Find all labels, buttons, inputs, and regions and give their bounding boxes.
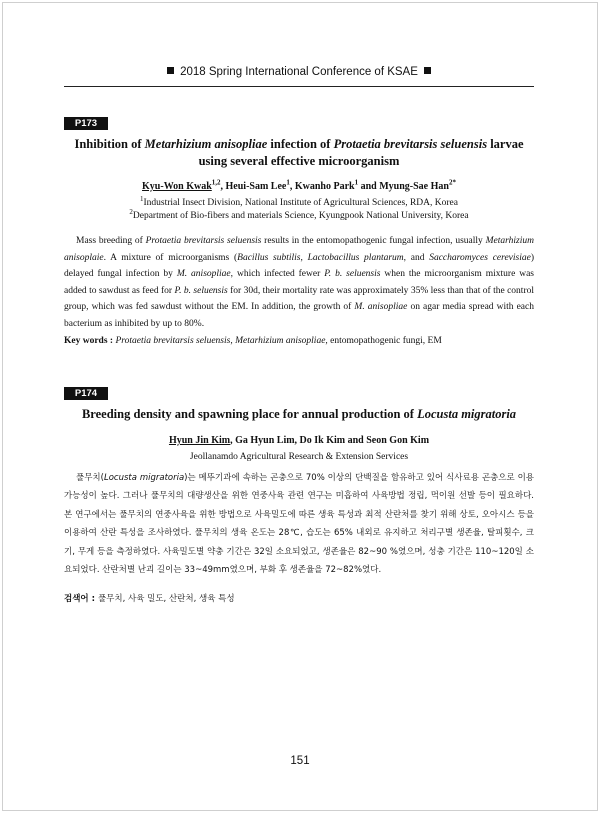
p174-keywords: 검색어 : 풀무치, 사육 밀도, 산란처, 생육 특성 <box>64 594 235 604</box>
p173-title: Inhibition of Metarhizium anisopliae infection of Protaetia brevitarsis seluensis larvae using several effective microorganism <box>74 137 524 168</box>
affiliation-1: $^1$Industrial Insect Division, National Institute of Agricultural Sciences, RDA, Korea <box>140 194 458 208</box>
poster-label-p174: P174 <box>64 387 108 400</box>
square-bullet-icon <box>424 67 431 74</box>
p174-affiliation: Jeollanamdo Agricultural Research & Extension Services <box>189 452 409 462</box>
keywords-label: Key words : <box>64 336 116 346</box>
p174-authors: Hyun Jin Kim, Ga Hyun Lim, Do Ik Kim and Seon Gon Kim <box>168 435 430 446</box>
conference-header <box>64 66 534 78</box>
presenting-author: Hyun Jin Kim <box>168 435 231 446</box>
square-bullet-icon <box>167 67 174 74</box>
p174-title: Breeding density and spawning place for annual production of Locusta migratoria <box>81 407 517 421</box>
affiliation-2: $^2$Department of Bio-fibers and materials Science, Kyungpook National University, Korea <box>129 207 469 221</box>
page-number: 151 <box>290 755 310 767</box>
conference-title: 2018 Spring International Conference of KSAE <box>180 66 418 78</box>
presenting-author: Kyu-Won Kwak <box>142 181 212 192</box>
p174-abstract: 풀무치(Locusta migratoria)는 메뚜기과에 속하는 곤충으로 70% 이상의 단백질을 함유하고 있어 식사료용 곤충으로 이용 가능성이 높다. 그러나 풀무치의 대량생산을 위한 연중사육 관련 연구는 미흡하여 사육방법 정립, 먹이원 선발 등이 필요하다. 본 연구에서는 풀무치의 연중사육을 위한 방법으로 사육밀도에 따른 생육 특성과 최적 산란처를 찾기 위해 상토, 오아시스 등을 이용하여 산란 특성을 조사하였다. 풀무치의 생육 온도는 28℃, 습도는 65% 내외로 유지하고 처리구별 생존율, 탈피횟수, 크기, 무게 등을 측정하였다. 사육밀도별 약충 기간은 32일 소요되었고, 생존율은 82~90 %였으며, 성충 기간은 110~120일 소요되었다. 산란처별 난괴 길이는 33~49mm였으며, 부화 후 생존율을 72~82%였다. <box>64 473 534 576</box>
header-rule <box>64 86 534 87</box>
p173-affiliations <box>64 194 534 222</box>
p173-authors: Kyu-Won Kwak$^{1,2}$, Heui-Sam Lee$^1$, Kwanho Park$^1$ and Myung-Sae Han$^{2*}$ <box>142 178 456 192</box>
keywords-label: 검색어 : <box>64 594 98 604</box>
p173-keywords: Key words : Protaetia brevitarsis seluensis, Metarhizium anisopliae, entomopathogenic fungi, EM <box>64 336 442 346</box>
poster-label-p173: P173 <box>64 117 108 130</box>
p173-abstract: Mass breeding of Protaetia brevitarsis seluensis results in the entomopathogenic fungal infection, usually Metarhizium anisoplaie. A mixture of microorganisms (Bacillus subtilis, Lactobacillus plantarum, and Saccharomyces cerevisiae) delayed fungal infection by M. anisopliae, which infected fewer P. b. seluensis when the microorganism mixture was added to sawdust as feed for P. b. seluensis for 30d, their mortality rate was approximately 35% less than that of the control group, which was fed sawdust without the EM. In addition, the growth of M. anisopliae on agar media spread with each bacterium as inhibited by up to 80%. <box>64 236 535 329</box>
